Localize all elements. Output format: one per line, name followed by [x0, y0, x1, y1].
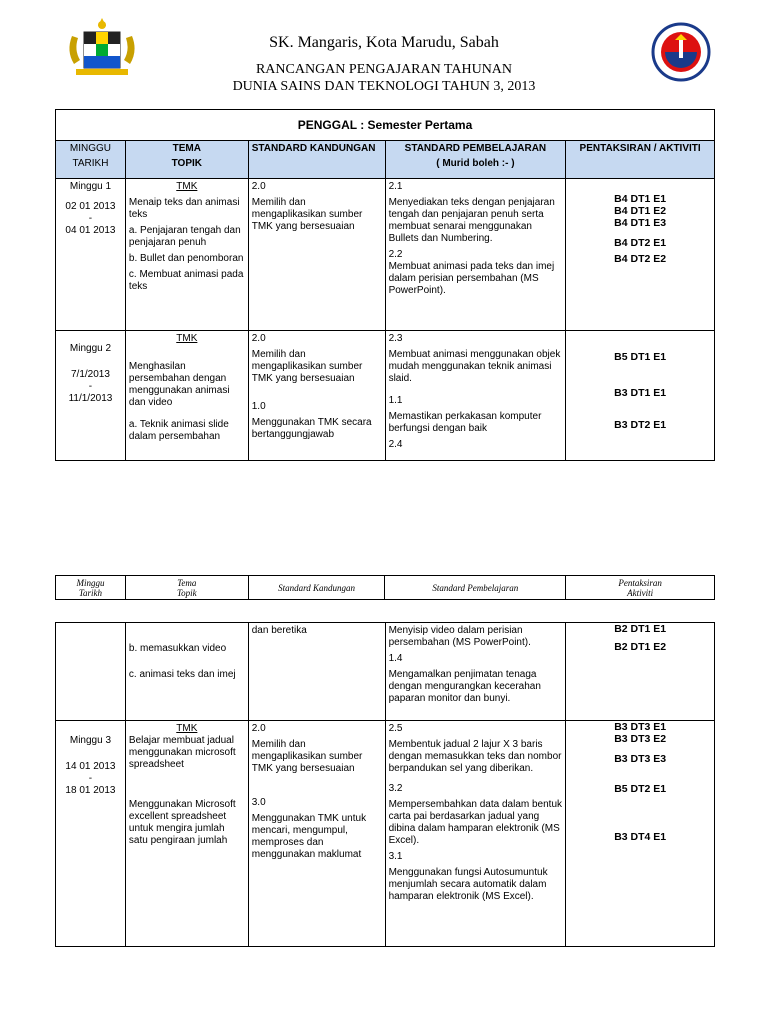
table-row: [56, 721, 715, 947]
lesson-plan-header-table: [55, 575, 715, 600]
week-cell: [56, 623, 126, 721]
standard-kandungan-cell: 2.0 Memilih dan mengaplikasikan sumber TMK yang bersesuaian 1.0 Menggunakan TMK secara bertanggungjawab: [248, 331, 385, 461]
standard-pembelajaran-cell: Menyisip video dalam perisian persembahan (MS PowerPoint). 1.4 Mengamalkan penjimatan tenaga dengan mengurangkan kecerahan paparan monitor dan bunyi.: [385, 623, 566, 721]
assessment-cell: B5 DT1 E1 B3 DT1 E1 B3 DT2 E1: [566, 331, 715, 461]
term-heading: PENGGAL : Semester Pertama: [56, 110, 715, 141]
header-standard-pembelajaran: Standard Pembelajaran: [385, 576, 566, 600]
document-title: RANCANGAN PENGAJARAN TAHUNAN: [255, 62, 513, 77]
standard-kandungan-cell: 2.0 Memilih dan mengaplikasikan sumber TMK yang bersesuaian: [248, 179, 385, 331]
header-tema: TEMA TOPIK: [125, 141, 248, 179]
week-cell: Minggu 2 7/1/2013 - 11/1/2013: [56, 331, 126, 461]
header-tema: Tema Topik: [125, 576, 248, 600]
table-row: [56, 331, 715, 461]
standard-kandungan-cell: 2.0 Memilih dan mengaplikasikan sumber TMK yang bersesuaian 3.0 Menggunakan TMK untuk mencari, mengumpul, memproses dan menggunakan maklumat: [248, 721, 385, 947]
standard-pembelajaran-cell: 2.3 Membuat animasi menggunakan objek mudah menggunakan teknik animasi slaid. 1.1 Memastikan perkakasan komputer berfungsi dengan baik 2.4: [385, 331, 566, 461]
week-cell: Minggu 1 02 01 2013 - 04 01 2013: [56, 179, 126, 331]
tema-cell: TMK Menghasilan persembahan dengan menggunakan animasi dan video a. Teknik animasi slide dalam persembahan: [125, 331, 248, 461]
tema-cell: TMK Menaip teks dan animasi teks a. Penjajaran tengah dan penjajaran penuh b. Bullet dan penomboran c. Membuat animasi pada teks: [125, 179, 248, 331]
standard-pembelajaran-cell: 2.5 Membentuk jadual 2 lajur X 3 baris dengan memasukkan teks dan nombor berpandukan sel yang diberikan. 3.2 Mempersembahkan data dalam bentuk carta pai berdasarkan jadual yang dibina dalam hamparan elektronik (MS Excel). 3.1 Menggunakan fungsi Autosumuntuk menjumlah secara automatik dalam hamparan elektronik (MS Excel).: [385, 721, 566, 947]
lesson-plan-table-2: [55, 622, 715, 947]
table-row: [56, 623, 715, 721]
header-standard-pembelajaran: STANDARD PEMBELAJARAN ( Murid boleh :- ): [385, 141, 566, 179]
header-minggu: MINGGU TARIKH: [56, 141, 126, 179]
standard-kandungan-cell: dan beretika: [248, 623, 385, 721]
table-row: [56, 179, 715, 331]
assessment-cell: B2 DT1 E1 B2 DT1 E2: [566, 623, 715, 721]
header-pentaksiran: PENTAKSIRAN / AKTIVITI: [566, 141, 715, 179]
header-minggu: Minggu Tarikh: [56, 576, 126, 600]
school-name: SK. Mangaris, Kota Marudu, Sabah: [269, 34, 499, 51]
header-standard-kandungan: Standard Kandungan: [248, 576, 385, 600]
week-cell: Minggu 3 14 01 2013 - 18 01 2013: [56, 721, 126, 947]
tema-cell: b. memasukkan video c. animasi teks dan imej: [125, 623, 248, 721]
standard-pembelajaran-cell: 2.1 Menyediakan teks dengan penjajaran tengah dan penjajaran penuh serta membuat senarai menggunakan Bullets dan Numbering. 2.2 Membuat animasi pada teks dan imej dalam perisian persembahan (MS PowerPoint).: [385, 179, 566, 331]
header-standard-kandungan: STANDARD KANDUNGAN: [248, 141, 385, 179]
assessment-cell: B3 DT3 E1 B3 DT3 E2 B3 DT3 E3 B5 DT2 E1 B3 DT4 E1: [566, 721, 715, 947]
header-pentaksiran: Pentaksiran Aktiviti: [566, 576, 715, 600]
tema-cell: TMK Belajar membuat jadual menggunakan microsoft spreadsheet Menggunakan Microsoft excellent spreadsheet untuk mengira jumlah satu pengiraan jumlah: [125, 721, 248, 947]
lesson-plan-table-1: [55, 109, 715, 461]
document-subtitle: DUNIA SAINS DAN TEKNOLOGI TAHUN 3, 2013: [232, 79, 536, 94]
assessment-cell: B4 DT1 E1 B4 DT1 E2 B4 DT1 E3 B4 DT2 E1 B4 DT2 E2: [566, 179, 715, 331]
